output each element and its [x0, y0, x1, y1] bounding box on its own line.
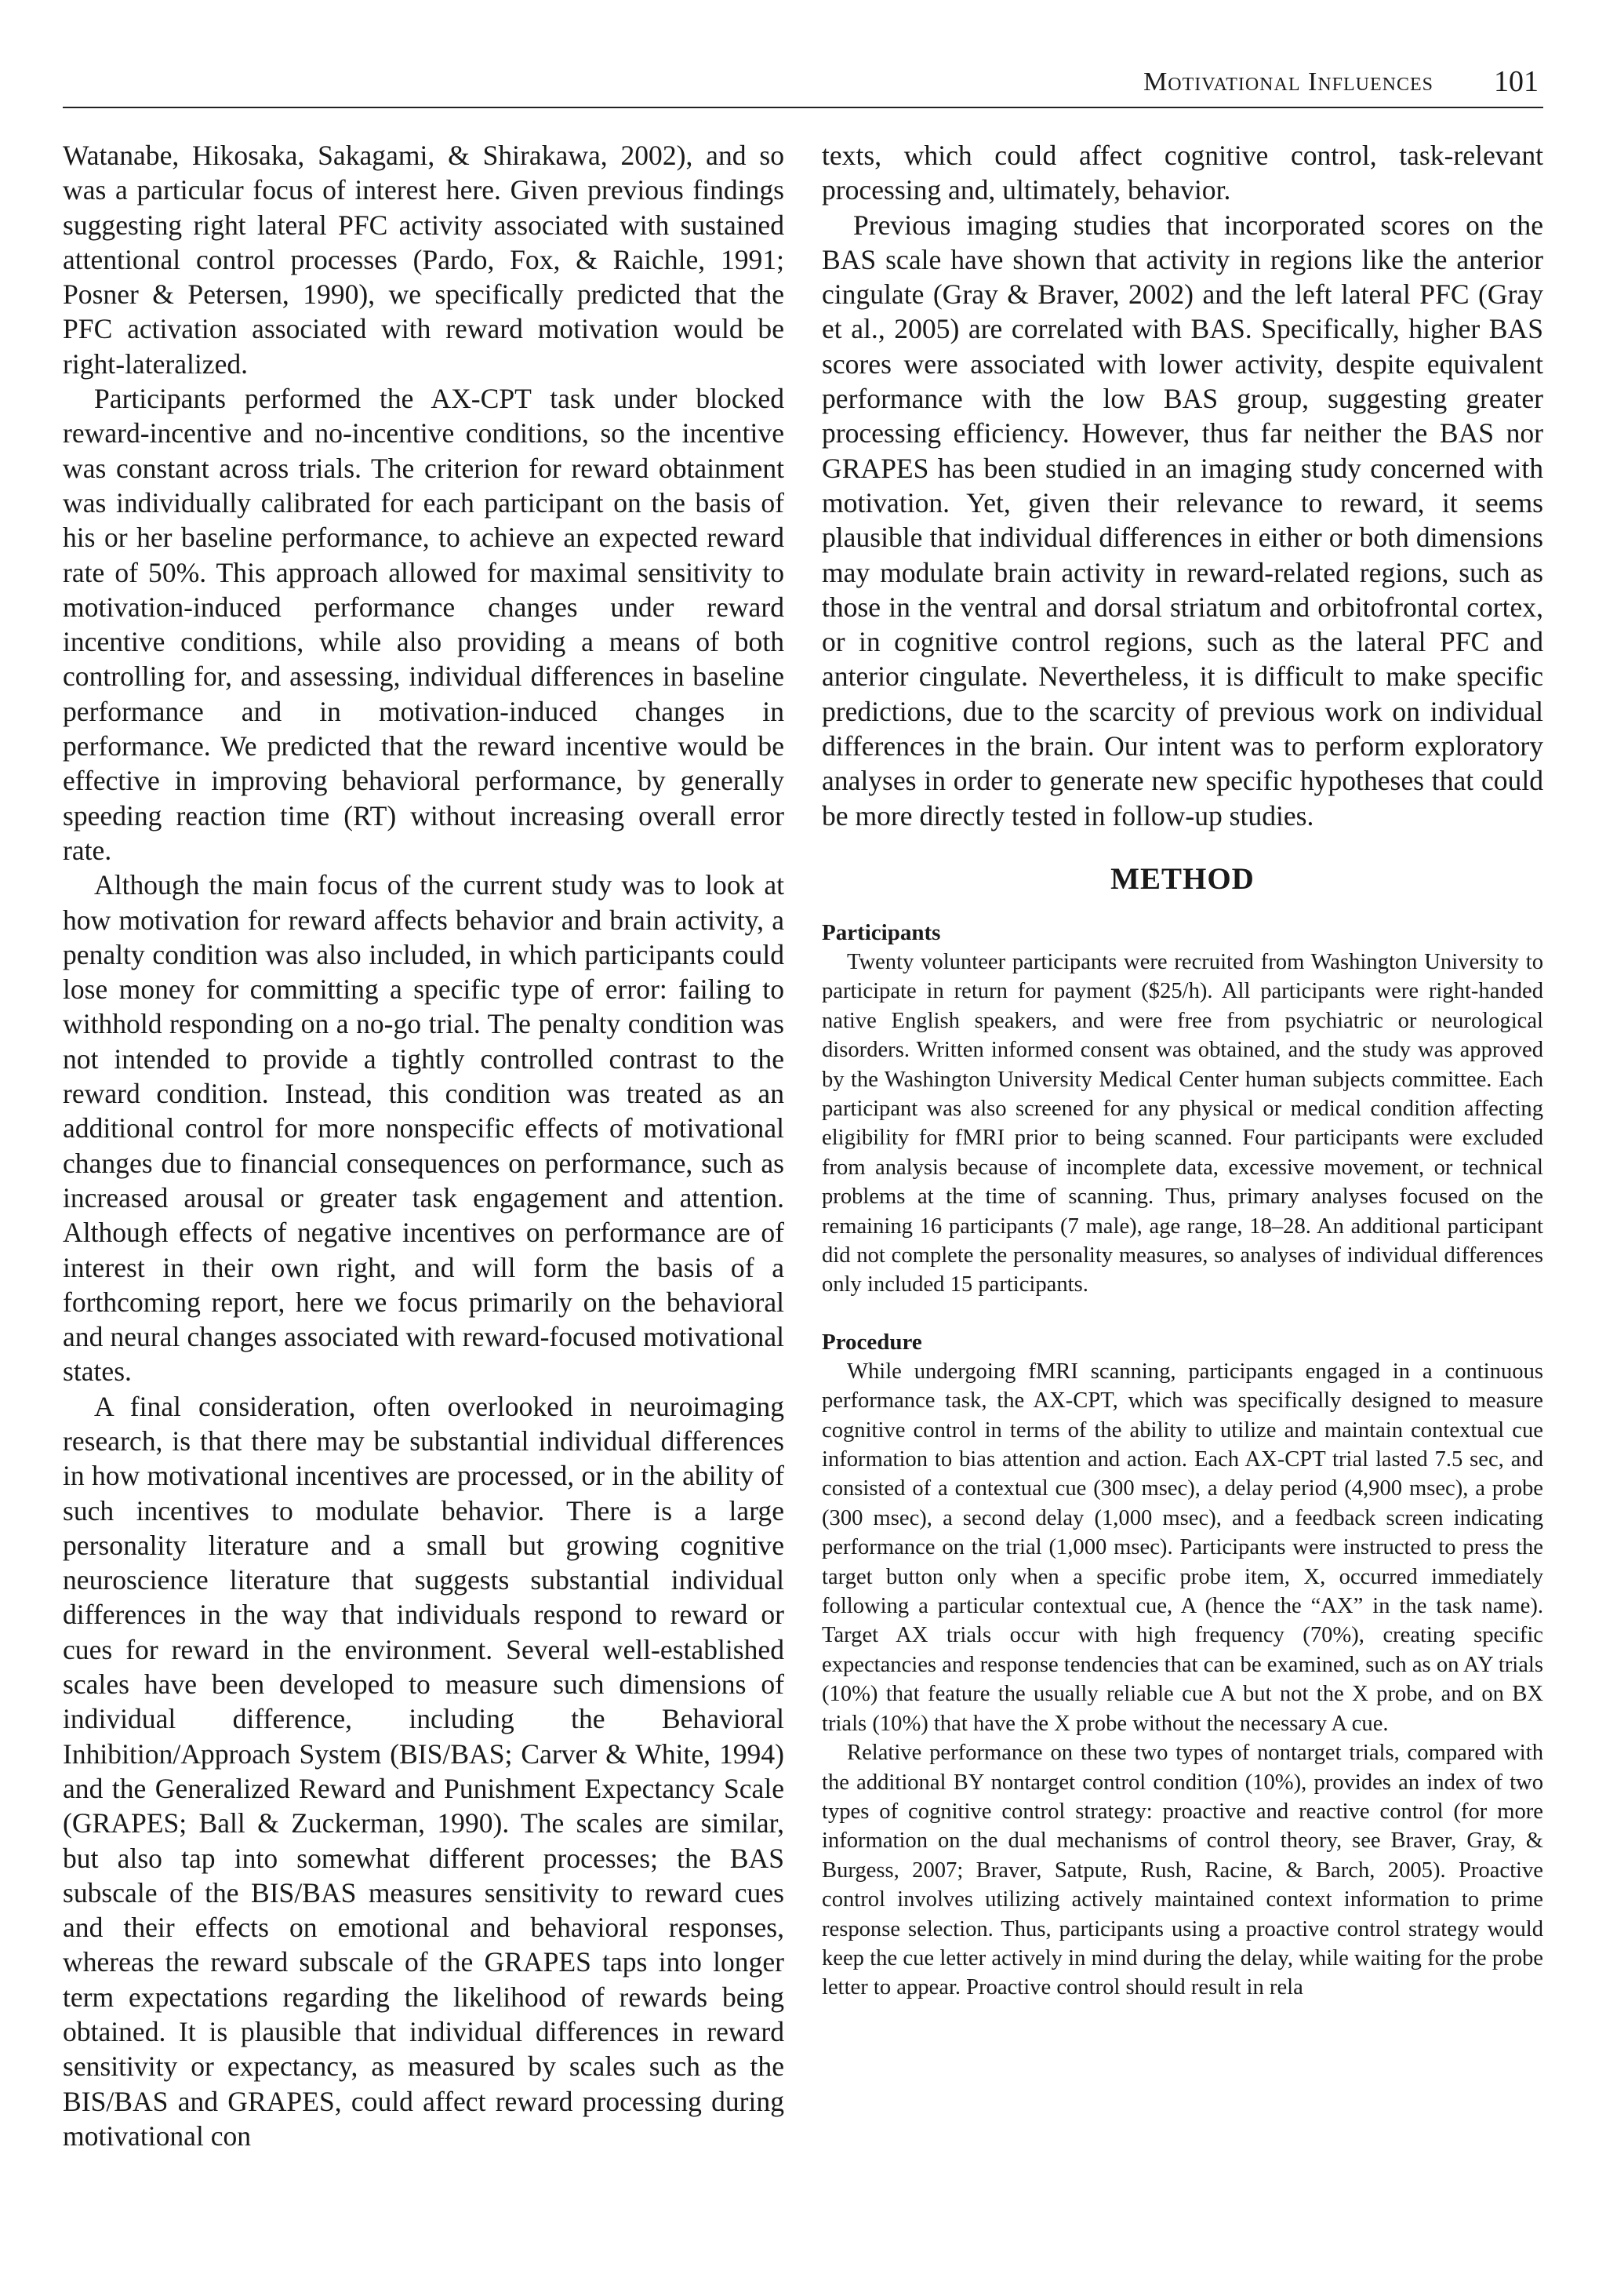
method-section	[822, 919, 1543, 2003]
paragraph-intro-continued: Watanabe, Hikosaka, Sakagami, & Shirakawa, 2002), and so was a particular focus of interest here. Given previous findings suggesting right lateral PFC activity associated with sustained attentional control processes (Pardo, Fox, & Raichle, 1991; Posner & Petersen, 1990), we specifically predicted that the PFC activation associated with reward motivation would be right-lateralized.	[63, 140, 784, 380]
right-column	[822, 138, 1543, 2003]
page-number: 101	[1494, 65, 1539, 98]
paragraph-ax-cpt-task: Participants performed the AX-CPT task under blocked reward-incentive and no-incentive conditions, so the incentive was constant across trials. The criterion for reward obtainment was individually calibrated for each participant on the basis of his or her baseline performance, to achieve an expected reward rate of 50%. This approach allowed for maximal sensitivity to motivation-induced performance changes under reward incentive conditions, while also providing a means of both controlling for, and assessing, individual differences in baseline performance and in motivation-induced changes in performance. We predicted that the reward incentive would be effective in improving behavioral performance, by generally speeding reaction time (RT) without increasing overall error rate.	[63, 383, 784, 866]
section-gap	[822, 1300, 1543, 1328]
page-header	[63, 63, 1543, 108]
left-column	[63, 138, 784, 2153]
procedure-heading: Procedure	[822, 1329, 922, 1355]
running-title: Motivational Influences	[1143, 67, 1433, 96]
paragraph-contexts-continued: texts, which could affect cognitive control, task-relevant processing and, ultimately, behavior.	[822, 140, 1543, 206]
paragraph-individual-differences: A final consideration, often overlooked in neuroimaging research, is that there may be substantial individual differences in how motivational incentives are processed, or in the ability of such incentives to modulate behavior. There is a large personality literature and a small but growing cognitive neuroscience literature that suggests substantial individual differences in the way that individuals respond to reward or cues for reward in the environment. Several well-established scales have been developed to measure such dimensions of individual difference, including the Behavioral Inhibition/Approach System (BIS/BAS; Carver & White, 1994) and the Generalized Reward and Punishment Expectancy Scale (GRAPES; Ball & Zuckerman, 1990). The scales are similar, but also tap into somewhat different processes; the BAS subscale of the BIS/BAS measures sensitivity to reward cues and their effects on emotional and behavioral responses, whereas the reward subscale of the GRAPES taps into longer term expectations regarding the likelihood of rewards being obtained. It is plausible that individual differences in reward sensitivity or expectancy, as measured by scales such as the BIS/BAS and GRAPES, could affect reward processing during motivational con	[63, 1390, 784, 2152]
procedure-paragraph-2: Relative performance on these two types of nontarget trials, compared with the additional BY nontarget control condition (10%), provides an index of two types of cognitive control strategy: proactive and reactive control (for more information on the dual mechanisms of control theory, see Braver, Gray, & Burgess, 2007; Braver, Satpute, Rush, Racine, & Barch, 2005). Proactive control involves utilizing actively maintained context information to prime response selection. Thus, participants using a proactive control strategy would keep the cue letter actively in mind during the delay, while waiting for the probe letter to appear. Proactive control should result in rela	[822, 1741, 1543, 2000]
paragraph-penalty-condition: Although the main focus of the current study was to look at how motivation for reward affects behavior and brain activity, a penalty condition was also included, in which participants could lose money for committing a specific type of error: failing to withhold responding on a no-go trial. The penalty condition was not intended to provide a tightly controlled contrast to the reward condition. Instead, this condition was treated as an additional control for more nonspecific effects of motivational changes due to financial consequences on performance, such as increased arousal or greater task engagement and attention. Although effects of negative incentives on performance are of interest in their own right, and will form the basis of a forthcoming report, here we focus primarily on the behavioral and neural changes associated with reward-focused motivational states.	[63, 869, 784, 1388]
right-column-intro	[822, 138, 1543, 833]
paragraph-previous-imaging: Previous imaging studies that incorporated scores on the BAS scale have shown that activity in regions like the anterior cingulate (Gray & Braver, 2002) and the left lateral PFC (Gray et al., 2005) are correlated with BAS. Specifically, higher BAS scores were associated with lower activity, despite equivalent performance with the low BAS group, suggesting greater processing efficiency. However, thus far neither the BAS nor GRAPES has been studied in an imaging study concerned with motivation. Yet, given their relevance to reward, it seems plausible that individual differences in either or both dimensions may modulate brain activity in reward-related regions, such as those in the ventral and dorsal striatum and orbitofrontal cortex, or in cognitive control regions, such as the lateral PFC and anterior cingulate. Nevertheless, it is difficult to make specific predictions, due to the scarcity of previous work on individual differences in the brain. Our intent was to perform exploratory analyses in order to generate new specific hypotheses that could be more directly tested in follow-up studies.	[822, 209, 1543, 831]
procedure-paragraph-1: While undergoing fMRI scanning, participants engaged in a continuous performance task, the AX-CPT, which was specifically designed to measure cognitive control in terms of the ability to utilize and maintain contextual cue information to bias attention and action. Each AX-CPT trial lasted 7.5 sec, and consisted of a contextual cue (300 msec), a delay period (4,900 msec), a probe (300 msec), a second delay (1,000 msec), and a feedback screen indicating performance on the trial (1,000 msec). Participants were instructed to press the target button only when a specific probe item, X, occurred immediately following a particular contextual cue, A (hence the “AX” in the task name). Target AX trials occur with high frequency (70%), creating specific expectancies and response tendencies that can be examined, such as on AY trials (10%) that feature the usually reliable cue A but not the X probe, and on BX trials (10%) that have the X probe without the necessary A cue.	[822, 1359, 1543, 1736]
method-heading: METHOD	[1110, 861, 1255, 896]
participants-paragraph: Twenty volunteer participants were recruited from Washington University to participate in return for payment ($25/h). All participants were right-handed native English speakers, and were free from psychiatric or neurological disorders. Written informed consent was obtained, and the study was approved by the Washington University Medical Center human subjects committee. Each participant was also screened for any physical or medical condition affecting eligibility for fMRI prior to being scanned. Four participants were excluded from analysis because of incomplete data, excessive movement, or technical problems at the time of scanning. Thus, primary analyses focused on the remaining 16 participants (7 male), age range, 18–28. An additional participant did not complete the personality measures, so analyses of individual differences only included 15 participants.	[822, 949, 1543, 1297]
participants-heading: Participants	[822, 919, 941, 945]
